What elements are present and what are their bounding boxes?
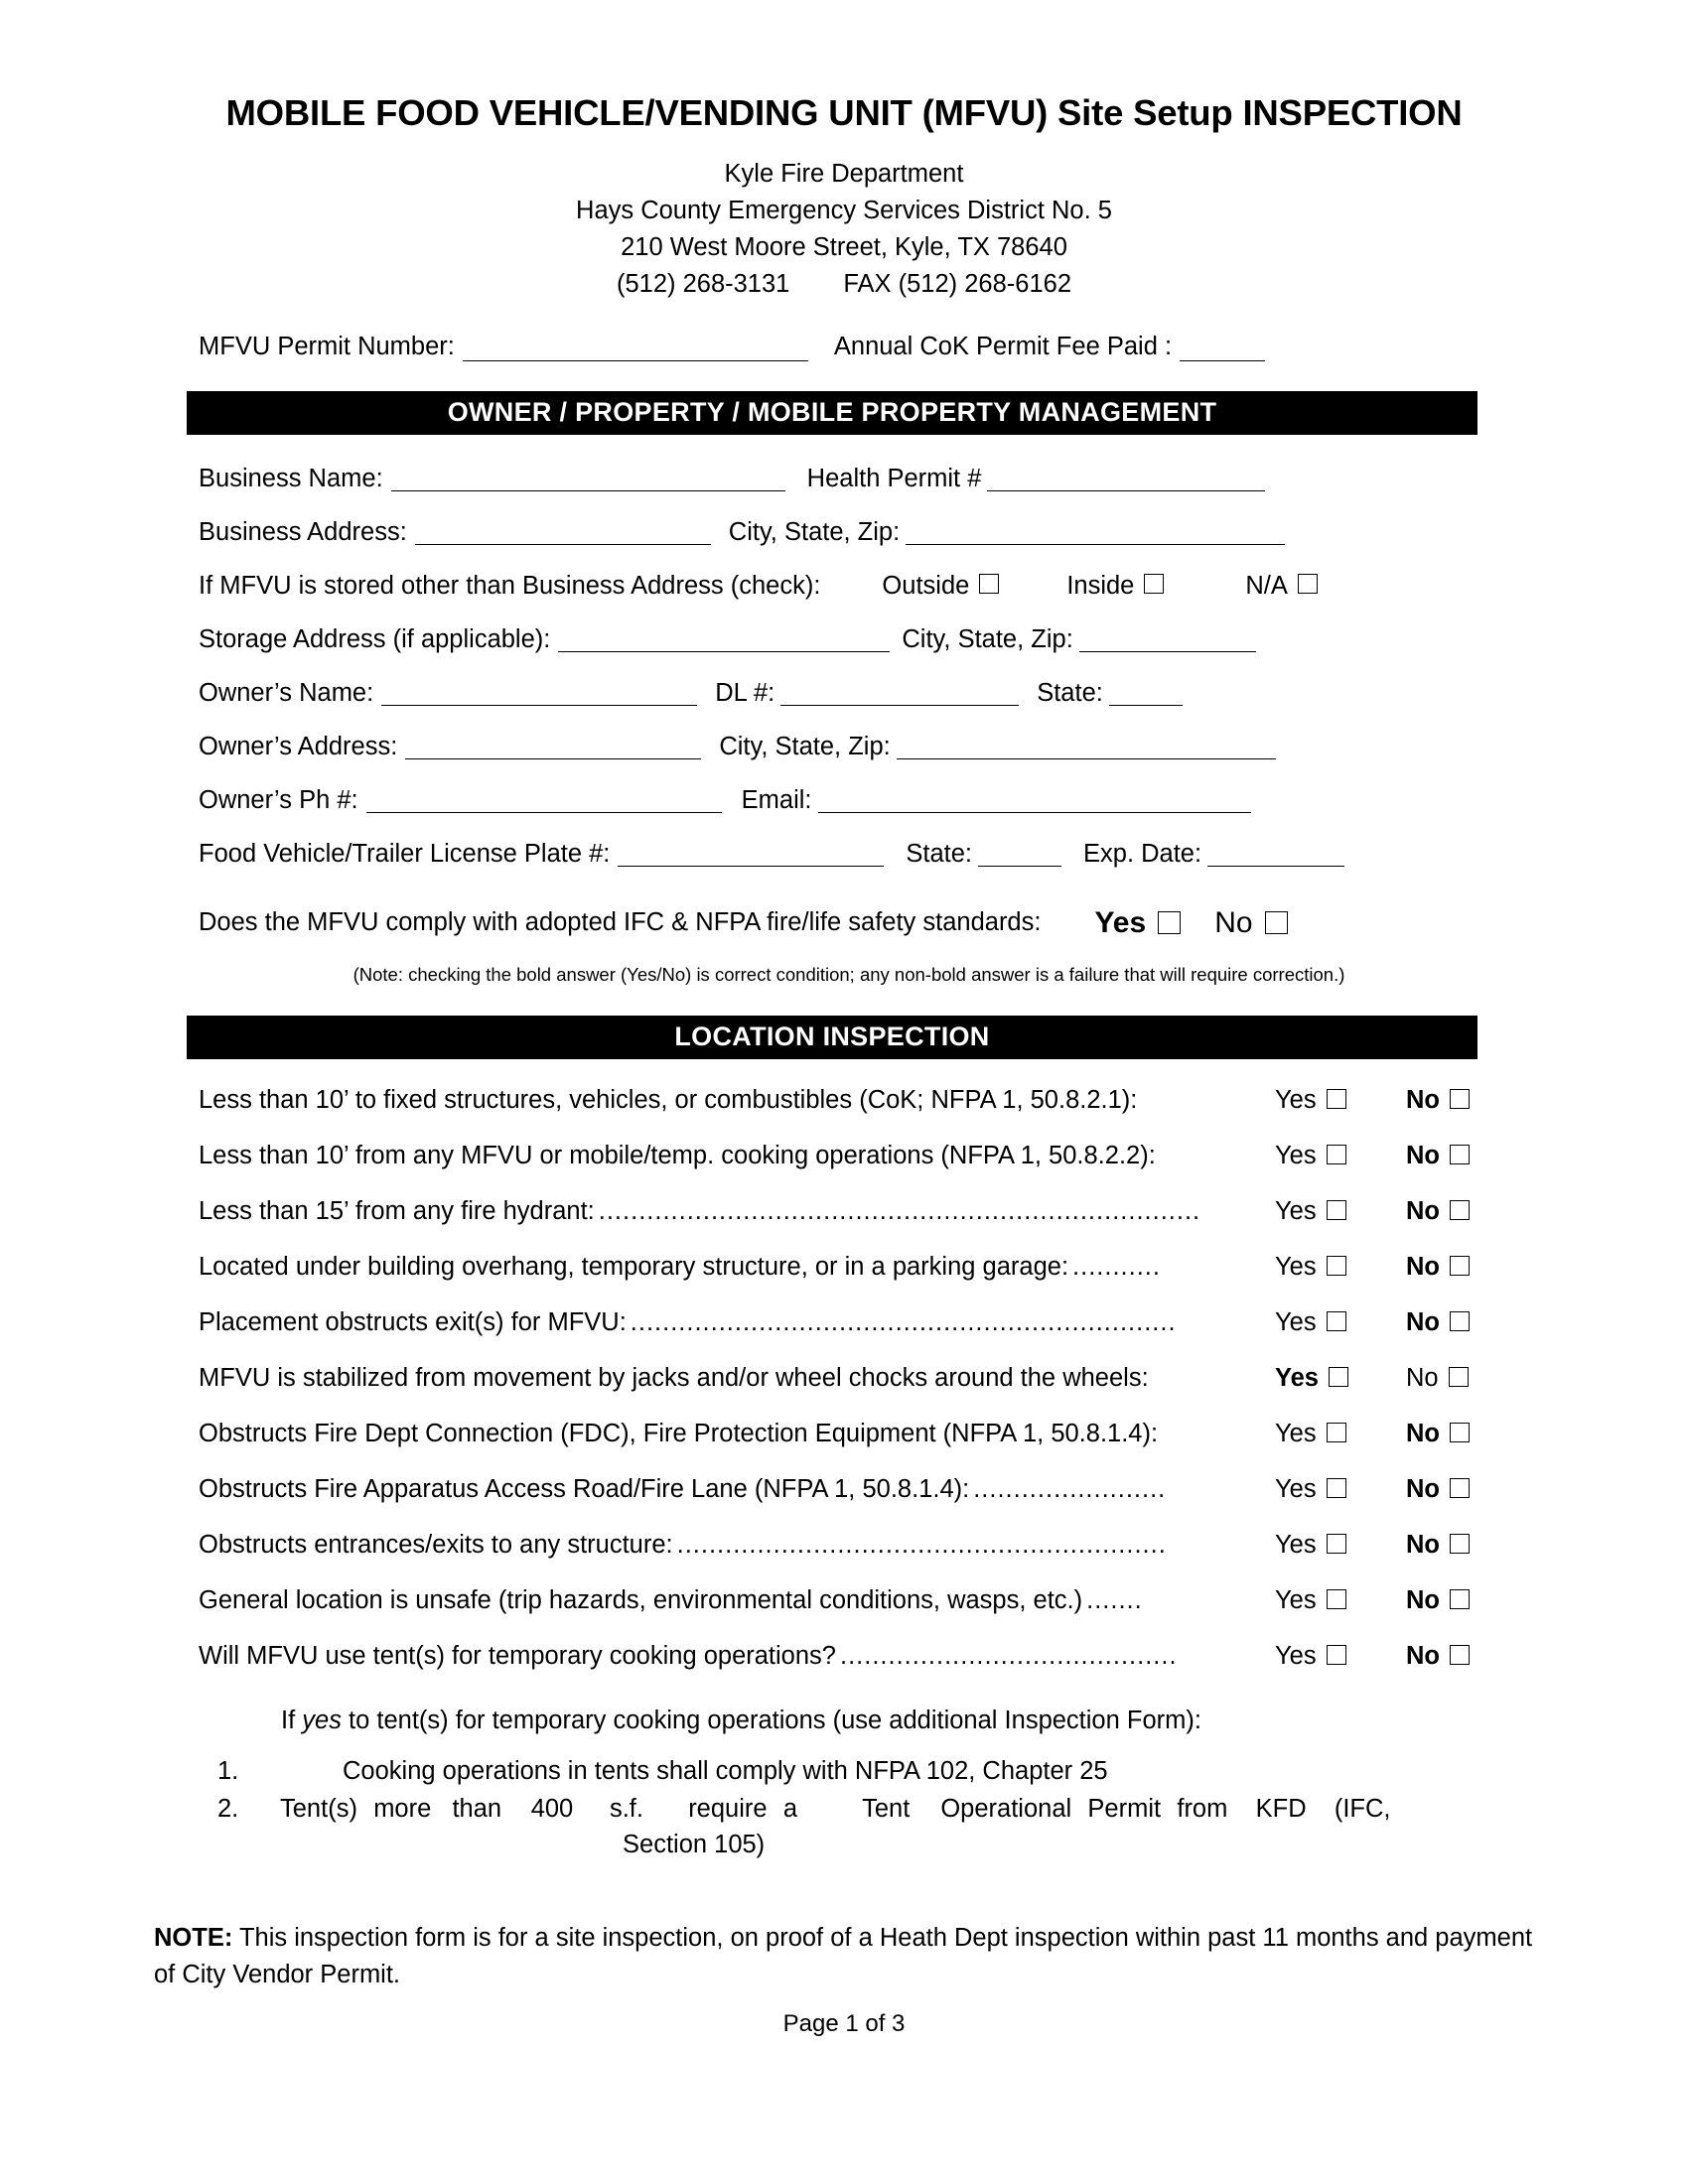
leader-dots: .................................................................... — [630, 1307, 1177, 1336]
storage-address-row — [0, 625, 1688, 654]
yes-cell — [1275, 1142, 1384, 1170]
no-checkbox[interactable] — [1450, 1311, 1470, 1331]
compliance-no-label: No — [1214, 905, 1253, 939]
inspection-item-row — [0, 1586, 1688, 1615]
yes-checkbox[interactable] — [1329, 1367, 1348, 1387]
yes-no-group — [1275, 1308, 1493, 1337]
inspection-item-text: Less than 15’ from any fire hydrant: — [199, 1196, 595, 1225]
no-label: No — [1406, 1474, 1440, 1503]
justified-word: Permit — [1087, 1794, 1162, 1823]
health-permit-input[interactable] — [987, 466, 1265, 491]
stored-other-label: If MFVU is stored other than Business Address (check): — [199, 571, 821, 600]
storage-address-label: Storage Address (if applicable): — [199, 624, 551, 653]
yes-label: Yes — [1275, 1641, 1317, 1670]
yes-checkbox[interactable] — [1327, 1256, 1346, 1276]
inspection-item-text: Obstructs entrances/exits to any structure: — [199, 1530, 673, 1559]
owner-address-input[interactable] — [405, 734, 701, 759]
owner-address-row — [0, 733, 1688, 761]
inside-checkbox[interactable] — [1144, 574, 1164, 594]
yes-no-group — [1275, 1475, 1493, 1504]
plate-label: Food Vehicle/Trailer License Plate #: — [199, 839, 611, 868]
business-name-input[interactable] — [391, 466, 785, 491]
yes-no-group — [1275, 1420, 1493, 1448]
yes-cell — [1275, 1531, 1384, 1560]
list-number: 2. — [217, 1794, 239, 1823]
inspection-item-row — [0, 1642, 1688, 1671]
yes-label: Yes — [1275, 1252, 1317, 1281]
owner-phone-label: Owner’s Ph #: — [199, 785, 358, 814]
owner-name-row — [0, 679, 1688, 708]
yes-cell — [1275, 1364, 1384, 1393]
leader-dots: ............................................................. — [676, 1530, 1167, 1559]
no-label: No — [1406, 1419, 1440, 1447]
no-cell — [1406, 1086, 1493, 1115]
yes-checkbox[interactable] — [1327, 1145, 1346, 1164]
compliance-question: Does the MFVU comply with adopted IFC & NFPA fire/life safety standards: — [199, 908, 1042, 936]
storage-check-row — [0, 572, 1688, 601]
yes-label: Yes — [1275, 1307, 1317, 1336]
inspection-item-row — [0, 1142, 1688, 1170]
inspection-item-text: Less than 10’ from any MFVU or mobile/temp. cooking operations (NFPA 1, 50.8.2.2): — [199, 1141, 1156, 1169]
no-checkbox[interactable] — [1450, 1589, 1470, 1609]
agency-fax: FAX (512) 268-6162 — [843, 269, 1072, 298]
inspection-item-text: General location is unsafe (trip hazards, environmental conditions, wasps, etc.) — [199, 1585, 1083, 1614]
no-cell — [1406, 1420, 1493, 1448]
yes-cell — [1275, 1586, 1384, 1615]
health-permit-label: Health Permit # — [806, 464, 982, 492]
inspection-item-text: MFVU is stabilized from movement by jacks and/or wheel chocks around the wheels: — [199, 1363, 1149, 1392]
yes-cell — [1275, 1253, 1384, 1282]
inspection-item-row — [0, 1086, 1688, 1115]
tent-intro-pre: If — [281, 1706, 303, 1734]
no-checkbox[interactable] — [1450, 1423, 1470, 1442]
yes-cell — [1275, 1086, 1384, 1115]
no-cell — [1406, 1364, 1493, 1393]
no-label: No — [1406, 1252, 1440, 1281]
outside-label: Outside — [882, 571, 970, 600]
yes-label: Yes — [1275, 1474, 1317, 1503]
no-label: No — [1406, 1307, 1440, 1336]
business-city-input[interactable] — [906, 519, 1285, 545]
agency-address: 210 West Moore Street, Kyle, TX 78640 — [621, 232, 1067, 261]
no-label: No — [1406, 1196, 1440, 1225]
yes-cell — [1275, 1197, 1384, 1226]
yes-checkbox[interactable] — [1327, 1645, 1346, 1665]
no-checkbox[interactable] — [1450, 1478, 1470, 1498]
compliance-row — [0, 906, 1688, 940]
list-text: Cooking operations in tents shall comply with NFPA 102, Chapter 25 — [343, 1756, 1108, 1785]
permit-row — [0, 333, 1688, 361]
permit-fee-input[interactable] — [1180, 337, 1265, 361]
leader-dots: ........... — [1072, 1252, 1161, 1281]
permit-number-input[interactable] — [463, 337, 808, 361]
justified-word: require — [688, 1794, 768, 1823]
business-name-label: Business Name: — [199, 464, 383, 492]
na-checkbox[interactable] — [1298, 574, 1318, 594]
dl-label: DL #: — [715, 678, 775, 707]
tent-requirements-list — [0, 1753, 1688, 1863]
business-address-input[interactable] — [415, 519, 711, 545]
inspection-item-row — [0, 1253, 1688, 1282]
yes-no-group — [1275, 1086, 1493, 1115]
no-cell — [1406, 1642, 1493, 1671]
bottom-note — [0, 1920, 1688, 1993]
yes-no-group — [1275, 1642, 1493, 1671]
agency-phone: (512) 268-3131 — [616, 269, 790, 298]
section-header-owner: OWNER / PROPERTY / MOBILE PROPERTY MANAGEMENT — [187, 391, 1477, 435]
yes-label: Yes — [1275, 1196, 1317, 1225]
no-cell — [1406, 1253, 1493, 1282]
inspection-item-row — [0, 1197, 1688, 1226]
owner-city-label: City, State, Zip: — [719, 732, 891, 760]
yes-cell — [1275, 1642, 1384, 1671]
leader-dots: ........................ — [973, 1474, 1167, 1503]
bottom-note-text: This inspection form is for a site inspection, on proof of a Heath Dept inspection within past 11 months and payment of City Vendor Permit. — [154, 1924, 1533, 1989]
yes-cell — [1275, 1308, 1384, 1337]
bold-answer-note: (Note: checking the bold answer (Yes/No) is correct condition; any non-bold answer is a failure that will require correction.) — [352, 963, 1345, 985]
storage-address-input[interactable] — [558, 626, 890, 652]
inspection-item-text: Less than 10’ to fixed structures, vehicles, or combustibles (CoK; NFPA 1, 50.8.2.1): — [199, 1085, 1138, 1114]
inside-label: Inside — [1066, 571, 1135, 600]
tent-intro-post: to tent(s) for temporary cooking operations (use additional Inspection Form): — [341, 1706, 1201, 1734]
inspection-item-row — [0, 1420, 1688, 1448]
plate-state-input[interactable] — [978, 841, 1061, 867]
exp-date-input[interactable] — [1207, 841, 1344, 867]
business-name-row — [0, 465, 1688, 493]
inspection-item-text: Located under building overhang, temporary structure, or in a parking garage: — [199, 1252, 1069, 1281]
no-label: No — [1406, 1141, 1440, 1169]
owner-name-label: Owner’s Name: — [199, 678, 374, 707]
no-label: No — [1406, 1530, 1440, 1559]
no-checkbox[interactable] — [1450, 1200, 1470, 1220]
inspection-item-text: Will MFVU use tent(s) for temporary cooking operations? — [199, 1641, 836, 1670]
na-label: N/A — [1245, 571, 1288, 600]
yes-label: Yes — [1275, 1585, 1317, 1614]
yes-checkbox[interactable] — [1327, 1200, 1346, 1220]
yes-checkbox[interactable] — [1327, 1589, 1346, 1609]
yes-no-group — [1275, 1586, 1493, 1615]
leader-dots: ....... — [1086, 1585, 1143, 1614]
inspection-item-list — [0, 1086, 1688, 1671]
yes-checkbox[interactable] — [1327, 1478, 1346, 1498]
no-checkbox[interactable] — [1450, 1256, 1470, 1276]
no-label: No — [1406, 1085, 1440, 1114]
justified-word: Tent(s) — [280, 1794, 357, 1823]
yes-cell — [1275, 1420, 1384, 1448]
inspection-item-row — [0, 1531, 1688, 1560]
outside-checkbox[interactable] — [979, 574, 999, 594]
list-text-justified: Tent(s) more than 400 s.f. require a Tent Operational Permit from KFD (IFC, — [343, 1791, 1397, 1827]
compliance-no-checkbox[interactable] — [1265, 911, 1288, 934]
business-address-label: Business Address: — [199, 517, 407, 546]
compliance-yes-checkbox[interactable] — [1158, 911, 1181, 934]
page-title: MOBILE FOOD VEHICLE/VENDING UNIT (MFVU) Site Setup INSPECTION — [225, 92, 1463, 133]
agency-contact — [0, 266, 1688, 303]
no-checkbox[interactable] — [1450, 1645, 1470, 1665]
owner-name-input[interactable] — [381, 680, 697, 706]
storage-city-label: City, State, Zip: — [902, 624, 1073, 653]
yes-no-group — [1275, 1253, 1493, 1282]
inspection-item-row — [0, 1364, 1688, 1393]
yes-label: Yes — [1275, 1363, 1319, 1392]
no-label: No — [1406, 1585, 1440, 1614]
leader-dots: .......................................... — [839, 1641, 1178, 1670]
agency-department: Kyle Fire Department — [724, 159, 964, 188]
yes-checkbox[interactable] — [1327, 1423, 1346, 1442]
business-address-row — [0, 518, 1688, 547]
no-label: No — [1406, 1641, 1440, 1670]
tent-intro-italic: yes — [302, 1706, 342, 1734]
inspection-item-text: Placement obstructs exit(s) for MFVU: — [199, 1307, 627, 1336]
page-number: Page 1 of 3 — [782, 2010, 906, 2038]
owner-state-input[interactable] — [1109, 680, 1183, 706]
permit-number-label: MFVU Permit Number: — [199, 332, 455, 360]
no-checkbox[interactable] — [1449, 1367, 1469, 1387]
no-cell — [1406, 1142, 1493, 1170]
compliance-yes-label: Yes — [1094, 905, 1147, 939]
yes-no-group — [1275, 1142, 1493, 1170]
inspection-item-row — [0, 1308, 1688, 1337]
owner-phone-row — [0, 786, 1688, 815]
yes-no-group — [1275, 1531, 1493, 1560]
license-plate-row — [0, 840, 1688, 869]
tent-requirement-item — [0, 1753, 1688, 1789]
email-label: Email: — [741, 785, 812, 814]
no-checkbox[interactable] — [1450, 1534, 1470, 1554]
yes-checkbox[interactable] — [1327, 1534, 1346, 1554]
yes-no-group — [1275, 1364, 1493, 1393]
plate-state-label: State: — [906, 839, 973, 868]
justified-word: Operational — [940, 1794, 1072, 1823]
yes-no-group — [1275, 1197, 1493, 1226]
yes-label: Yes — [1275, 1530, 1317, 1559]
no-cell — [1406, 1531, 1493, 1560]
inspection-item-text: Obstructs Fire Dept Connection (FDC), Fire Protection Equipment (NFPA 1, 50.8.1.4): — [199, 1419, 1159, 1447]
plate-input[interactable] — [618, 841, 884, 867]
inspection-item-text: Obstructs Fire Apparatus Access Road/Fire Lane (NFPA 1, 50.8.1.4): — [199, 1474, 970, 1503]
yes-label: Yes — [1275, 1419, 1317, 1447]
dl-input[interactable] — [780, 680, 1019, 706]
list-number: 1. — [217, 1756, 239, 1785]
agency-district: Hays County Emergency Services District No. 5 — [576, 196, 1112, 224]
no-checkbox[interactable] — [1450, 1145, 1470, 1164]
inspection-item-row — [0, 1475, 1688, 1504]
no-checkbox[interactable] — [1450, 1089, 1470, 1109]
email-input[interactable] — [818, 787, 1251, 813]
owner-address-label: Owner’s Address: — [199, 732, 398, 760]
yes-label: Yes — [1275, 1141, 1317, 1169]
no-cell — [1406, 1475, 1493, 1504]
storage-city-input[interactable] — [1079, 626, 1256, 652]
owner-state-label: State: — [1037, 678, 1103, 707]
exp-date-label: Exp. Date: — [1083, 839, 1202, 868]
no-cell — [1406, 1197, 1493, 1226]
no-cell — [1406, 1308, 1493, 1337]
section-header-location: LOCATION INSPECTION — [187, 1016, 1477, 1059]
owner-phone-input[interactable] — [366, 787, 722, 813]
leader-dots: ........................................................................... — [598, 1196, 1201, 1225]
owner-city-input[interactable] — [897, 734, 1276, 759]
yes-checkbox[interactable] — [1327, 1089, 1346, 1109]
bottom-note-label: NOTE: — [154, 1924, 233, 1953]
agency-block — [0, 156, 1688, 303]
no-label: No — [1406, 1363, 1439, 1392]
permit-fee-label: Annual CoK Permit Fee Paid : — [833, 332, 1173, 360]
yes-cell — [1275, 1475, 1384, 1504]
business-city-label: City, State, Zip: — [728, 517, 901, 546]
list-text-line2: Section 105) — [623, 1830, 766, 1858]
yes-checkbox[interactable] — [1327, 1311, 1346, 1331]
tent-requirement-item — [0, 1791, 1688, 1862]
tent-intro — [0, 1706, 1688, 1735]
no-cell — [1406, 1586, 1493, 1615]
yes-label: Yes — [1275, 1085, 1317, 1114]
